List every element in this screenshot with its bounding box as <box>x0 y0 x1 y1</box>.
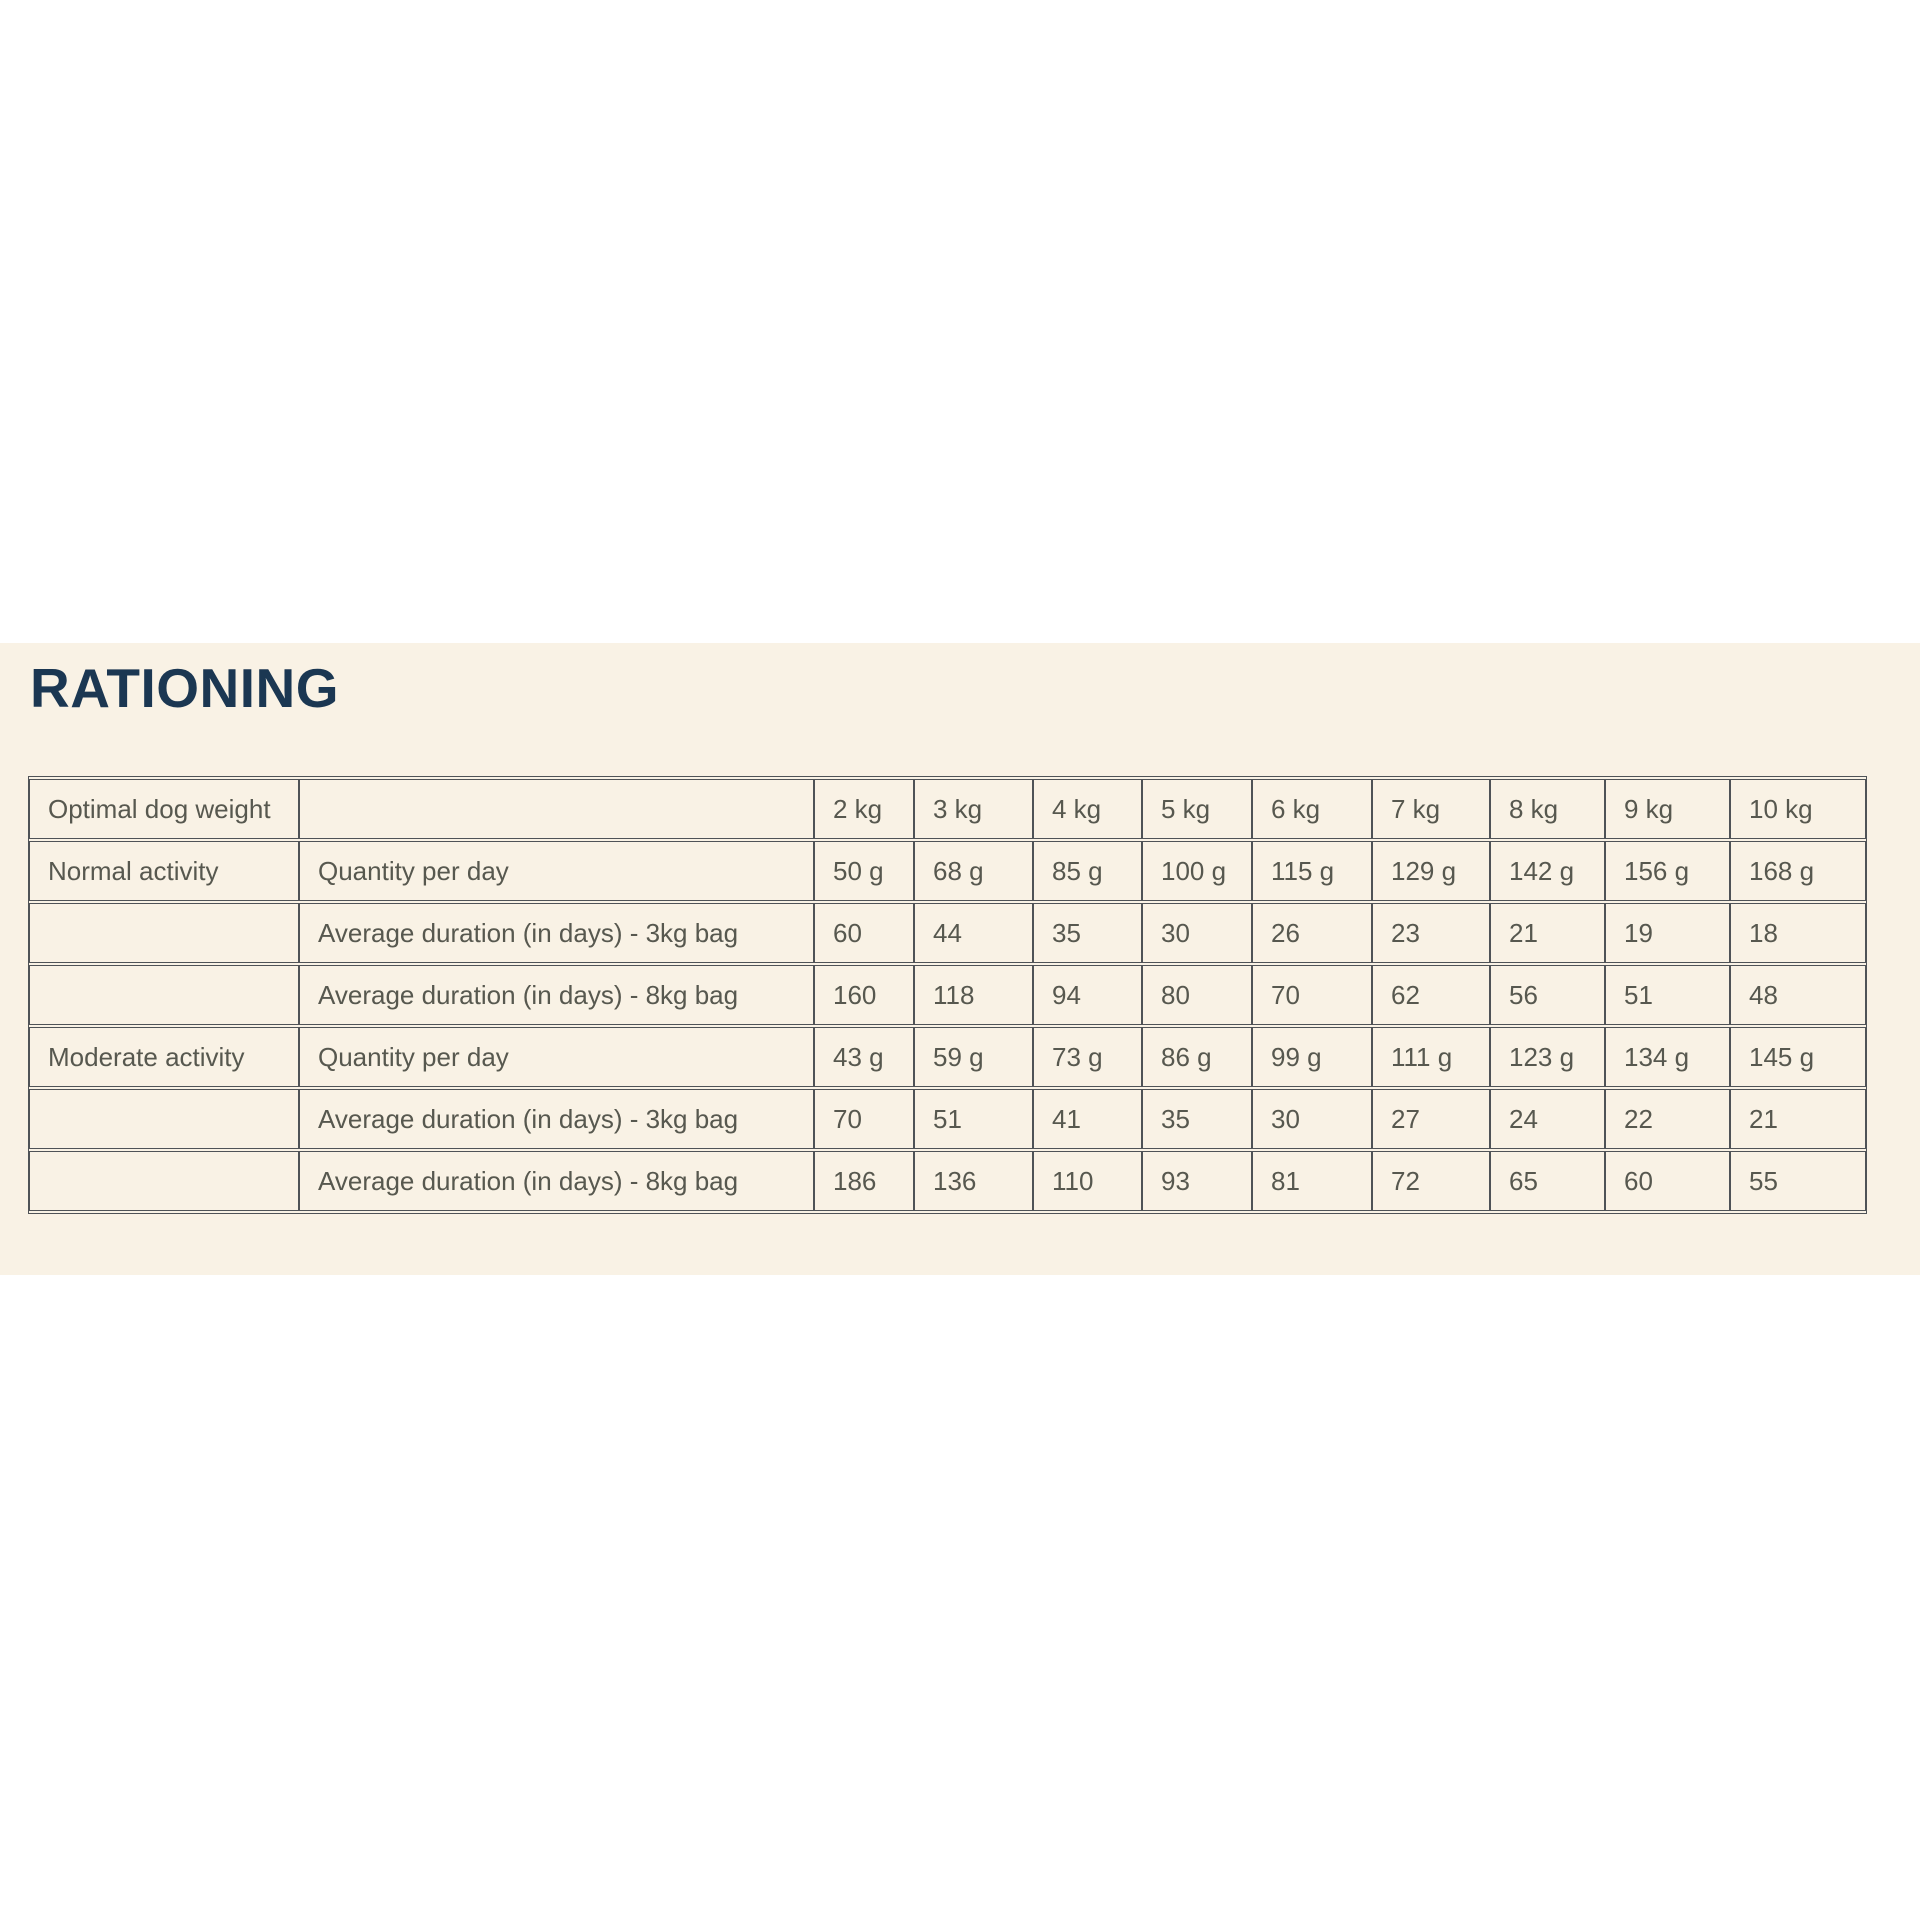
table-row-normal-8kg-duration <box>29 965 1866 1025</box>
weight-header-label: Optimal dog weight <box>29 779 299 839</box>
value-cell: 35 <box>1033 903 1142 963</box>
weight-col-header: 9 kg <box>1605 779 1730 839</box>
value-cell: 21 <box>1490 903 1605 963</box>
value-cell: 85 g <box>1033 841 1142 901</box>
table-row-moderate-3kg-duration <box>29 1089 1866 1149</box>
value-cell: 27 <box>1372 1089 1490 1149</box>
value-cell: 21 <box>1730 1089 1866 1149</box>
metric-label: Quantity per day <box>299 841 814 901</box>
value-cell: 26 <box>1252 903 1372 963</box>
value-cell: 123 g <box>1490 1027 1605 1087</box>
table-row-moderate-quantity <box>29 1027 1866 1087</box>
value-cell: 62 <box>1372 965 1490 1025</box>
metric-label: Average duration (in days) - 3kg bag <box>299 1089 814 1149</box>
value-cell: 73 g <box>1033 1027 1142 1087</box>
value-cell: 115 g <box>1252 841 1372 901</box>
value-cell: 24 <box>1490 1089 1605 1149</box>
value-cell: 30 <box>1142 903 1252 963</box>
value-cell: 129 g <box>1372 841 1490 901</box>
activity-group-label <box>29 1151 299 1211</box>
value-cell: 18 <box>1730 903 1866 963</box>
value-cell: 94 <box>1033 965 1142 1025</box>
activity-group-label <box>29 1089 299 1149</box>
value-cell: 44 <box>914 903 1033 963</box>
empty-cell <box>299 779 814 839</box>
value-cell: 81 <box>1252 1151 1372 1211</box>
value-cell: 100 g <box>1142 841 1252 901</box>
value-cell: 110 <box>1033 1151 1142 1211</box>
table-row-moderate-8kg-duration <box>29 1151 1866 1211</box>
value-cell: 80 <box>1142 965 1252 1025</box>
value-cell: 70 <box>814 1089 914 1149</box>
value-cell: 156 g <box>1605 841 1730 901</box>
metric-label: Average duration (in days) - 8kg bag <box>299 1151 814 1211</box>
value-cell: 160 <box>814 965 914 1025</box>
weight-col-header: 7 kg <box>1372 779 1490 839</box>
value-cell: 118 <box>914 965 1033 1025</box>
table-row-normal-3kg-duration <box>29 903 1866 963</box>
value-cell: 59 g <box>914 1027 1033 1087</box>
value-cell: 168 g <box>1730 841 1866 901</box>
table-row-weight-header <box>29 779 1866 839</box>
rationing-table <box>28 776 1867 1214</box>
value-cell: 136 <box>914 1151 1033 1211</box>
value-cell: 51 <box>914 1089 1033 1149</box>
value-cell: 72 <box>1372 1151 1490 1211</box>
value-cell: 186 <box>814 1151 914 1211</box>
value-cell: 93 <box>1142 1151 1252 1211</box>
value-cell: 48 <box>1730 965 1866 1025</box>
value-cell: 145 g <box>1730 1027 1866 1087</box>
value-cell: 111 g <box>1372 1027 1490 1087</box>
value-cell: 65 <box>1490 1151 1605 1211</box>
activity-group-label <box>29 965 299 1025</box>
weight-col-header: 3 kg <box>914 779 1033 839</box>
value-cell: 56 <box>1490 965 1605 1025</box>
metric-label: Average duration (in days) - 3kg bag <box>299 903 814 963</box>
value-cell: 19 <box>1605 903 1730 963</box>
weight-col-header: 4 kg <box>1033 779 1142 839</box>
value-cell: 43 g <box>814 1027 914 1087</box>
metric-label: Quantity per day <box>299 1027 814 1087</box>
value-cell: 60 <box>814 903 914 963</box>
weight-col-header: 8 kg <box>1490 779 1605 839</box>
value-cell: 50 g <box>814 841 914 901</box>
weight-col-header: 5 kg <box>1142 779 1252 839</box>
value-cell: 70 <box>1252 965 1372 1025</box>
value-cell: 51 <box>1605 965 1730 1025</box>
value-cell: 86 g <box>1142 1027 1252 1087</box>
value-cell: 35 <box>1142 1089 1252 1149</box>
value-cell: 99 g <box>1252 1027 1372 1087</box>
value-cell: 22 <box>1605 1089 1730 1149</box>
activity-group-label <box>29 903 299 963</box>
value-cell: 68 g <box>914 841 1033 901</box>
value-cell: 142 g <box>1490 841 1605 901</box>
weight-col-header: 2 kg <box>814 779 914 839</box>
weight-col-header: 10 kg <box>1730 779 1866 839</box>
activity-group-label: Moderate activity <box>29 1027 299 1087</box>
metric-label: Average duration (in days) - 8kg bag <box>299 965 814 1025</box>
value-cell: 134 g <box>1605 1027 1730 1087</box>
table-row-normal-quantity <box>29 841 1866 901</box>
page-title: RATIONING <box>30 657 340 719</box>
value-cell: 30 <box>1252 1089 1372 1149</box>
value-cell: 60 <box>1605 1151 1730 1211</box>
value-cell: 55 <box>1730 1151 1866 1211</box>
weight-col-header: 6 kg <box>1252 779 1372 839</box>
activity-group-label: Normal activity <box>29 841 299 901</box>
value-cell: 41 <box>1033 1089 1142 1149</box>
value-cell: 23 <box>1372 903 1490 963</box>
